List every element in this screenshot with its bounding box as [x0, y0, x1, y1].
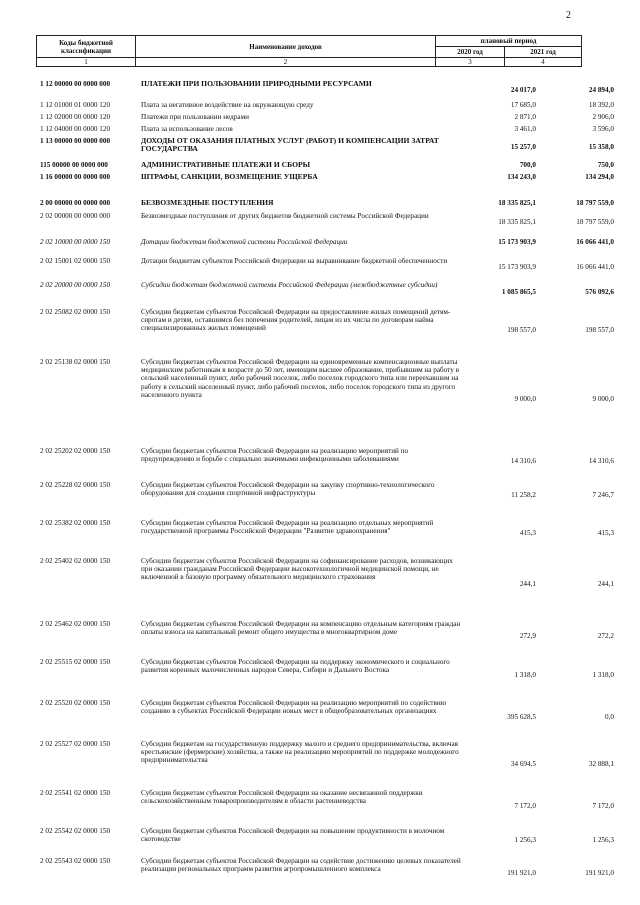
row-name: ШТРАФЫ, САНКЦИИ, ВОЗМЕЩЕНИЕ УЩЕРБА	[141, 172, 318, 181]
row-code: 2 02 00000 00 0000 000	[40, 212, 111, 220]
row-code: 1 12 02000 00 0000 120	[40, 113, 111, 121]
row-value-2021: 134 294,0	[585, 173, 614, 181]
row-code: 2 02 25462 02 0000 150	[40, 620, 111, 628]
row-value-2020: 272,9	[519, 632, 536, 640]
row-value-2021: 14 310,6	[588, 457, 614, 465]
row-code: 2 02 25402 02 0000 150	[40, 557, 111, 565]
row-code: 1 12 01000 01 0000 120	[40, 101, 111, 109]
row-value-2021: 576 092,6	[585, 288, 614, 296]
row-name: Субсидии бюджетам субъектов Российской Федерации на реализацию отдельных мероприятий государственной программы Российской Федерации "Развитие здравоохранения"	[141, 519, 434, 536]
row-code: 1 12 00000 00 0000 000	[40, 80, 111, 88]
row-value-2020: 11 258,2	[511, 491, 536, 499]
row-value-2020: 2 871,0	[514, 113, 536, 121]
row-value-2020: 15 173 903,9	[498, 263, 536, 271]
row-name: Субсидии бюджетам субъектов Российской Федерации на компенсацию отдельным категориям граждан оплаты взноса на капитальный ремонт общего имущества в многоквартирном доме	[141, 620, 461, 637]
row-name: Субсидии бюджетам субъектов Российской Федерации на реализацию мероприятий по содействию созданию в субъектах Российской Федерации новых мест в общеобразовательных организациях	[141, 699, 447, 716]
row-name: Плата за использование лесов	[141, 125, 233, 133]
row-value-2020: 395 628,5	[507, 713, 536, 721]
table-header	[36, 35, 582, 67]
page-number: 2	[566, 10, 571, 21]
row-code: 2 02 25202 02 0000 150	[40, 447, 111, 455]
row-value-2021: 7 246,7	[592, 491, 614, 499]
row-name: Субсидии бюджетам субъектов Российской Федерации на повышение продуктивности в молочном скотоводстве	[141, 827, 445, 844]
row-code: 2 02 25543 02 0000 150	[40, 857, 111, 865]
row-name: Субсидии бюджетам субъектов Российской Федерации на поддержку экономического и социального развития коренных малочисленных народов Севера, Сибири и Дальнего Востока	[141, 658, 450, 675]
row-code: 2 00 00000 00 0000 000	[40, 199, 111, 207]
row-value-2021: 9 000,0	[592, 395, 614, 403]
row-code: 115 00000 00 0000 000	[40, 161, 108, 169]
row-value-2021: 15 358,0	[588, 143, 614, 151]
row-value-2020: 15 173 903,9	[498, 238, 536, 246]
header-num-4: 4	[505, 58, 582, 67]
row-value-2021: 18 797 559,0	[576, 199, 614, 207]
row-value-2020: 191 921,0	[507, 869, 536, 877]
row-name: АДМИНИСТРАТИВНЫЕ ПЛАТЕЖИ И СБОРЫ	[141, 160, 311, 169]
header-num-1: 1	[37, 58, 136, 67]
row-value-2021: 191 921,0	[585, 869, 614, 877]
row-value-2020: 244,1	[519, 580, 536, 588]
row-name: Субсидии бюджетам субъектов Российской Федерации на закупку спортивно-технологического оборудования для создания спортивной инфраструктуры	[141, 481, 435, 498]
row-code: 2 02 10000 00 0000 150	[40, 238, 111, 246]
header-codes: Коды бюджетной классификации	[37, 36, 136, 58]
row-name: Дотации бюджетам субъектов Российской Федерации на выравнивание бюджетной обеспеченности	[141, 257, 448, 265]
header-num-2: 2	[136, 58, 436, 67]
row-name: Субсидии бюджетам субъектов Российской Федерации на содействие достижению целевых показателей реализации региональных программ развития агропромышленного комплекса	[141, 857, 461, 874]
row-code: 2 02 25520 02 0000 150	[40, 699, 111, 707]
row-code: 1 16 00000 00 0000 000	[40, 173, 111, 181]
row-value-2020: 134 243,0	[507, 173, 536, 181]
row-code: 1 13 00000 00 0000 000	[40, 137, 111, 145]
row-value-2020: 14 310,6	[510, 457, 536, 465]
row-code: 2 02 15001 02 0000 150	[40, 257, 111, 265]
row-code: 2 02 25542 02 0000 150	[40, 827, 111, 835]
header-num-3: 3	[436, 58, 505, 67]
row-code: 2 02 25082 02 0000 150	[40, 308, 111, 316]
row-value-2021: 18 392,0	[588, 101, 614, 109]
row-name: Дотации бюджетам бюджетной системы Российской Федерации	[141, 238, 348, 246]
row-value-2020: 3 461,0	[514, 125, 536, 133]
row-value-2021: 16 066 441,0	[576, 263, 614, 271]
row-name: Субсидии бюджетам на государственную поддержку малого и среднего предпринимательства, включая крестьянские (фермерские) хозяйства, а также на реализацию мероприятий по поддержке молодежного предпринимательства	[141, 740, 459, 765]
row-value-2020: 24 017,0	[510, 86, 536, 94]
row-name: ПЛАТЕЖИ ПРИ ПОЛЬЗОВАНИИ ПРИРОДНЫМИ РЕСУРСАМИ	[141, 79, 372, 88]
row-name: Субсидии бюджетам субъектов Российской Федерации на единовременные компенсационные выплаты медицинским работникам в возрасте до 50 лет, имеющим высшее образование, прибывшим на работу в сельский населенный пункт, либо рабочий поселок, либо поселок городского типа или переехавшим на работу в сельский населенный пункт, либо рабочий поселок, либо поселок городского типа из другого населенного пункта	[141, 358, 460, 399]
row-value-2021: 0,0	[605, 713, 614, 721]
row-name: Плата за негативное воздействие на окружающую среду	[141, 101, 314, 109]
row-value-2020: 415,3	[519, 529, 536, 537]
row-name: Субсидии бюджетам субъектов Российской Федерации на реализацию мероприятий по предупреждению и борьбе с социально значимыми инфекционными заболеваниями	[141, 447, 409, 464]
row-code: 2 02 20000 00 0000 150	[40, 281, 111, 289]
row-code: 2 02 25541 02 0000 150	[40, 789, 111, 797]
row-value-2021: 16 066 441,0	[576, 238, 614, 246]
row-value-2020: 1 256,3	[514, 836, 536, 844]
row-value-2020: 18 335 825,1	[498, 218, 536, 226]
row-code: 2 02 25527 02 0000 150	[40, 740, 111, 748]
row-value-2020: 15 257,0	[510, 143, 536, 151]
row-value-2020: 9 000,0	[514, 395, 536, 403]
header-2020: 2020 год	[436, 47, 505, 58]
row-value-2020: 1 318,0	[514, 671, 536, 679]
row-name: Субсидии бюджетам субъектов Российской Федерации на софинансирование расходов, возникающих при оказании гражданам Российской Федерации высокотехнологичной медицинской помощи, не включенной в базовую программу обязательного медицинского страхования	[141, 557, 453, 582]
row-value-2021: 24 894,0	[588, 86, 614, 94]
header-name: Наименование доходов	[136, 36, 436, 58]
row-code: 2 02 25515 02 0000 150	[40, 658, 111, 666]
row-value-2020: 1 085 865,5	[501, 288, 536, 296]
row-code: 2 02 25382 02 0000 150	[40, 519, 111, 527]
row-value-2021: 2 906,0	[592, 113, 614, 121]
header-plan-period: плановый период	[436, 36, 582, 47]
row-value-2021: 198 557,0	[585, 326, 614, 334]
row-code: 1 12 04000 00 0000 120	[40, 125, 111, 133]
row-name: Субсидии бюджетам субъектов Российской Федерации на оказание несвязанной поддержки сельскохозяйственным товаропроизводителям в области растениеводства	[141, 789, 423, 806]
row-value-2021: 272,2	[597, 632, 614, 640]
row-name: ДОХОДЫ ОТ ОКАЗАНИЯ ПЛАТНЫХ УСЛУГ (РАБОТ) И КОМПЕНСАЦИИ ЗАТРАТ ГОСУДАРСТВА	[141, 136, 439, 154]
row-code: 2 02 25138 02 0000 150	[40, 358, 111, 366]
row-value-2020: 700,0	[519, 161, 536, 169]
row-value-2020: 198 557,0	[507, 326, 536, 334]
row-value-2020: 17 685,0	[510, 101, 536, 109]
row-code: 2 02 25228 02 0000 150	[40, 481, 111, 489]
row-name: Платежи при пользовании недрами	[141, 113, 250, 121]
row-value-2021: 1 256,3	[592, 836, 614, 844]
row-name: Безвозмездные поступления от других бюджетов бюджетной системы Российской Федерации	[141, 212, 429, 220]
row-name: БЕЗВОЗМЕЗДНЫЕ ПОСТУПЛЕНИЯ	[141, 198, 274, 207]
row-value-2021: 7 172,0	[592, 802, 614, 810]
row-value-2021: 750,0	[597, 161, 614, 169]
header-2021: 2021 год	[505, 47, 582, 58]
row-value-2020: 7 172,0	[514, 802, 536, 810]
row-value-2021: 415,3	[597, 529, 614, 537]
row-value-2021: 1 318,0	[592, 671, 614, 679]
row-value-2021: 18 797 559,0	[576, 218, 614, 226]
row-name: Субсидии бюджетам бюджетной системы Российской Федерации (межбюджетные субсидии)	[141, 281, 438, 289]
row-value-2020: 34 694,5	[510, 760, 536, 768]
row-value-2021: 3 596,0	[592, 125, 614, 133]
row-value-2021: 32 888,1	[588, 760, 614, 768]
row-value-2021: 244,1	[597, 580, 614, 588]
row-name: Субсидии бюджетам субъектов Российской Федерации на предоставление жилых помещений детям-сиротам и детям, оставшимся без попечения родителей, лицам из их числа по договорам найма специализированных жилых помещений	[141, 308, 451, 333]
row-value-2020: 18 335 825,1	[498, 199, 536, 207]
